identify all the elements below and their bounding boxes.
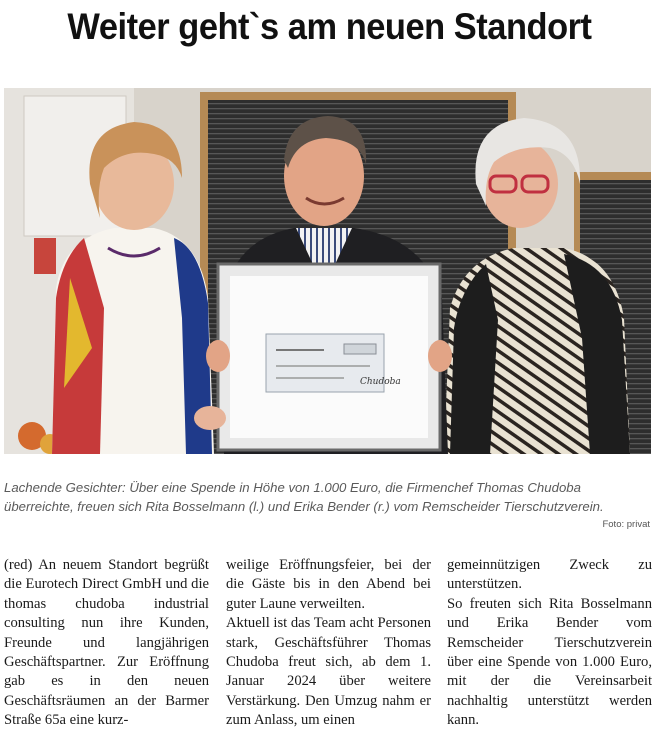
article-column-3: [447, 556, 652, 731]
article-paragraph: (red) An neuem Standort begrüßt die Eurotech Direct GmbH und die thomas chudoba industrial consulting nun ihre Kunden, Freunde und langjährigen Geschäftspartner. Zur Eröffnung gab es in den neuen Geschäftsräumen an der Barmer Straße 65a eine kurz-: [4, 557, 209, 729]
photo-caption: Lachende Gesichter: Über eine Spende in Höhe von 1.000 Euro, die Firmenchef Thomas Chudoba überreichte, freuen sich Rita Bosselmann (l.) und Erika Bender (r.) vom Remscheider Tierschutzverein.: [4, 480, 604, 514]
article-column-2: [226, 556, 431, 731]
photo-credit: Foto: privat: [602, 519, 650, 530]
article-paragraph: weilige Eröffnungsfeier, bei der die Gäste bis in den Abend bei guter Laune verweilten.: [226, 557, 431, 612]
article-column-1: [4, 556, 209, 731]
article-paragraph: So freuten sich Rita Bosselmann und Erika Bender vom Remscheider Tierschutzverein über eine Spende von 1.000 Euro, mit der die Vereinsarbeit nachhaltig unterstützt werden kann.: [447, 595, 652, 729]
check-signature: Chudoba: [360, 377, 401, 387]
article-paragraph: gemeinnützigen Zweck zu unterstützen.: [447, 557, 652, 593]
article-paragraph: Aktuell ist das Team acht Personen stark, Geschäftsführer Thomas Chudoba freut sich, ab dem 1. Januar 2024 über weitere Verstärkung. Den Umzug nahm er zum Anlass, um einen: [226, 615, 432, 729]
article-photo: [4, 88, 651, 454]
headline: Weiter geht`s am neuen Standort: [67, 6, 592, 47]
